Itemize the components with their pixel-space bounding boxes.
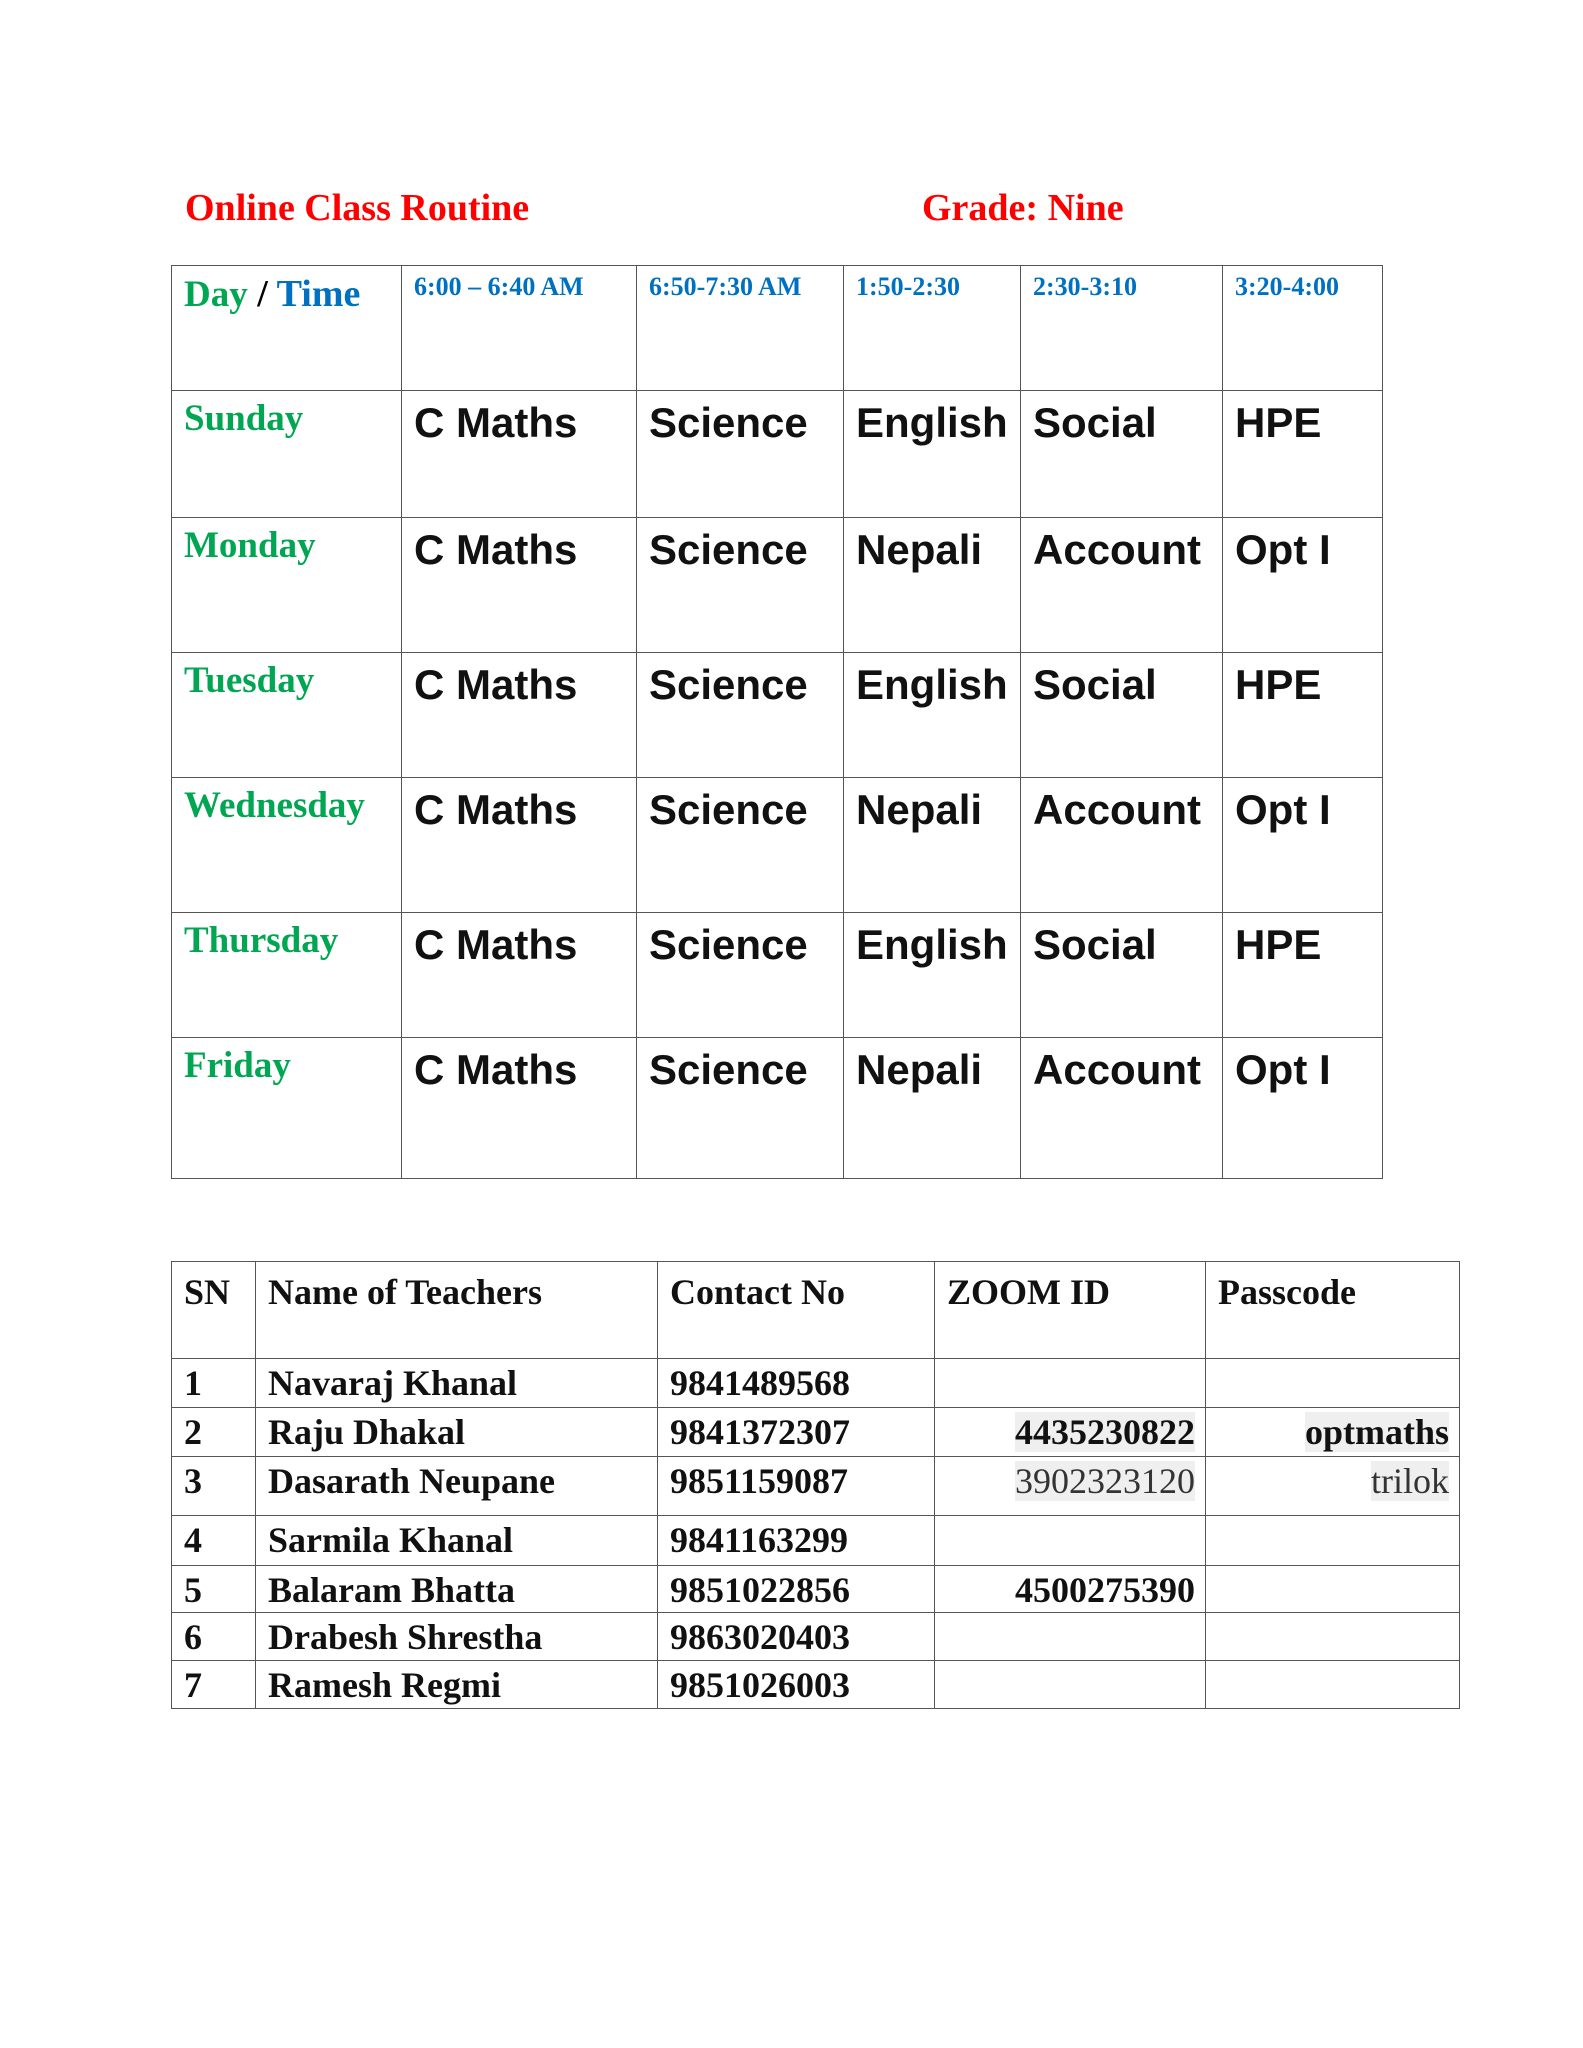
- sn-cell: 7: [172, 1661, 256, 1709]
- subject-cell: Social: [1021, 913, 1223, 1038]
- subject-cell: Account: [1021, 1038, 1223, 1179]
- subject-cell: Opt I: [1223, 778, 1383, 913]
- teachers-header-row: [172, 1262, 1460, 1359]
- sn-cell: 2: [172, 1408, 256, 1457]
- subject-cell: English: [844, 391, 1021, 518]
- zoom-id-cell: [935, 1661, 1206, 1709]
- subject-cell: English: [844, 653, 1021, 778]
- document-title: Online Class Routine: [185, 187, 530, 229]
- zoom-id-value: 4500275390: [1015, 1570, 1195, 1610]
- teacher-row: [172, 1359, 1460, 1408]
- teachers-table: [171, 1261, 1460, 1709]
- passcode-cell: [1206, 1408, 1460, 1457]
- subject-cell: Science: [637, 913, 844, 1038]
- teacher-name-cell: Sarmila Khanal: [256, 1516, 658, 1566]
- subject-cell: Science: [637, 518, 844, 653]
- routine-row: [172, 391, 1383, 518]
- column-header: Contact No: [658, 1262, 935, 1359]
- routine-row: [172, 518, 1383, 653]
- time-slot-header: 6:50-7:30 AM: [637, 266, 844, 391]
- contact-cell: 9863020403: [658, 1613, 935, 1661]
- subject-cell: Science: [637, 391, 844, 518]
- day-cell: Sunday: [172, 391, 402, 518]
- sn-cell: 3: [172, 1457, 256, 1516]
- zoom-id-cell: [935, 1359, 1206, 1408]
- teacher-name-cell: Ramesh Regmi: [256, 1661, 658, 1709]
- zoom-id-cell: [935, 1516, 1206, 1566]
- passcode-cell: [1206, 1457, 1460, 1516]
- time-slot-header: 6:00 – 6:40 AM: [402, 266, 637, 391]
- contact-cell: 9841163299: [658, 1516, 935, 1566]
- zoom-id-value: 4435230822: [1015, 1412, 1195, 1452]
- subject-cell: Social: [1021, 653, 1223, 778]
- subject-cell: Account: [1021, 518, 1223, 653]
- subject-cell: English: [844, 913, 1021, 1038]
- teacher-row: [172, 1516, 1460, 1566]
- teacher-name-cell: Navaraj Khanal: [256, 1359, 658, 1408]
- subject-cell: Science: [637, 778, 844, 913]
- subject-cell: Nepali: [844, 778, 1021, 913]
- separator: /: [257, 273, 268, 315]
- teacher-name-cell: Dasarath Neupane: [256, 1457, 658, 1516]
- zoom-id-cell: [935, 1613, 1206, 1661]
- passcode-value: optmaths: [1304, 1412, 1449, 1452]
- day-cell: Monday: [172, 518, 402, 653]
- subject-cell: Opt I: [1223, 1038, 1383, 1179]
- day-label: Day: [184, 274, 248, 315]
- day-cell: Wednesday: [172, 778, 402, 913]
- teacher-row: [172, 1566, 1460, 1613]
- passcode-cell: [1206, 1359, 1460, 1408]
- teacher-name-cell: Balaram Bhatta: [256, 1566, 658, 1613]
- contact-cell: 9851159087: [658, 1457, 935, 1516]
- subject-cell: Social: [1021, 391, 1223, 518]
- routine-row: [172, 778, 1383, 913]
- day-cell: Tuesday: [172, 653, 402, 778]
- sn-cell: 4: [172, 1516, 256, 1566]
- contact-cell: 9841489568: [658, 1359, 935, 1408]
- time-slot-header: 2:30-3:10: [1021, 266, 1223, 391]
- passcode-value: trilok: [1371, 1461, 1449, 1501]
- column-header: Name of Teachers: [256, 1262, 658, 1359]
- teacher-name-cell: Raju Dhakal: [256, 1408, 658, 1457]
- teacher-row: [172, 1408, 1460, 1457]
- passcode-cell: [1206, 1613, 1460, 1661]
- subject-cell: HPE: [1223, 913, 1383, 1038]
- contact-cell: 9851022856: [658, 1566, 935, 1613]
- subject-cell: HPE: [1223, 653, 1383, 778]
- subject-cell: C Maths: [402, 913, 637, 1038]
- column-header: ZOOM ID: [935, 1262, 1206, 1359]
- grade-label: Grade: Nine: [922, 187, 1124, 229]
- subject-cell: C Maths: [402, 391, 637, 518]
- subject-cell: Nepali: [844, 1038, 1021, 1179]
- zoom-id-value: 3902323120: [1015, 1461, 1195, 1501]
- routine-row: [172, 1038, 1383, 1179]
- time-slot-header: 1:50-2:30: [844, 266, 1021, 391]
- zoom-id-cell: [935, 1457, 1206, 1516]
- subject-cell: C Maths: [402, 1038, 637, 1179]
- class-routine-table: [171, 265, 1383, 1179]
- teacher-row: [172, 1661, 1460, 1709]
- day-cell: Friday: [172, 1038, 402, 1179]
- teacher-row: [172, 1613, 1460, 1661]
- passcode-cell: [1206, 1566, 1460, 1613]
- column-header: Passcode: [1206, 1262, 1460, 1359]
- teacher-name-cell: Drabesh Shrestha: [256, 1613, 658, 1661]
- routine-row: [172, 653, 1383, 778]
- contact-cell: 9851026003: [658, 1661, 935, 1709]
- column-header: SN: [172, 1262, 256, 1359]
- time-label: Time: [276, 273, 361, 315]
- subject-cell: C Maths: [402, 778, 637, 913]
- subject-cell: Science: [637, 1038, 844, 1179]
- time-slot-header: 3:20-4:00: [1223, 266, 1383, 391]
- zoom-id-cell: [935, 1408, 1206, 1457]
- sn-cell: 6: [172, 1613, 256, 1661]
- subject-cell: HPE: [1223, 391, 1383, 518]
- passcode-cell: [1206, 1516, 1460, 1566]
- teacher-row: [172, 1457, 1460, 1516]
- day-time-header: [172, 266, 402, 391]
- subject-cell: Opt I: [1223, 518, 1383, 653]
- subject-cell: Nepali: [844, 518, 1021, 653]
- subject-cell: C Maths: [402, 653, 637, 778]
- header-row: [172, 266, 1383, 391]
- subject-cell: Account: [1021, 778, 1223, 913]
- day-cell: Thursday: [172, 913, 402, 1038]
- sn-cell: 5: [172, 1566, 256, 1613]
- contact-cell: 9841372307: [658, 1408, 935, 1457]
- sn-cell: 1: [172, 1359, 256, 1408]
- subject-cell: Science: [637, 653, 844, 778]
- subject-cell: C Maths: [402, 518, 637, 653]
- passcode-cell: [1206, 1661, 1460, 1709]
- zoom-id-cell: [935, 1566, 1206, 1613]
- routine-row: [172, 913, 1383, 1038]
